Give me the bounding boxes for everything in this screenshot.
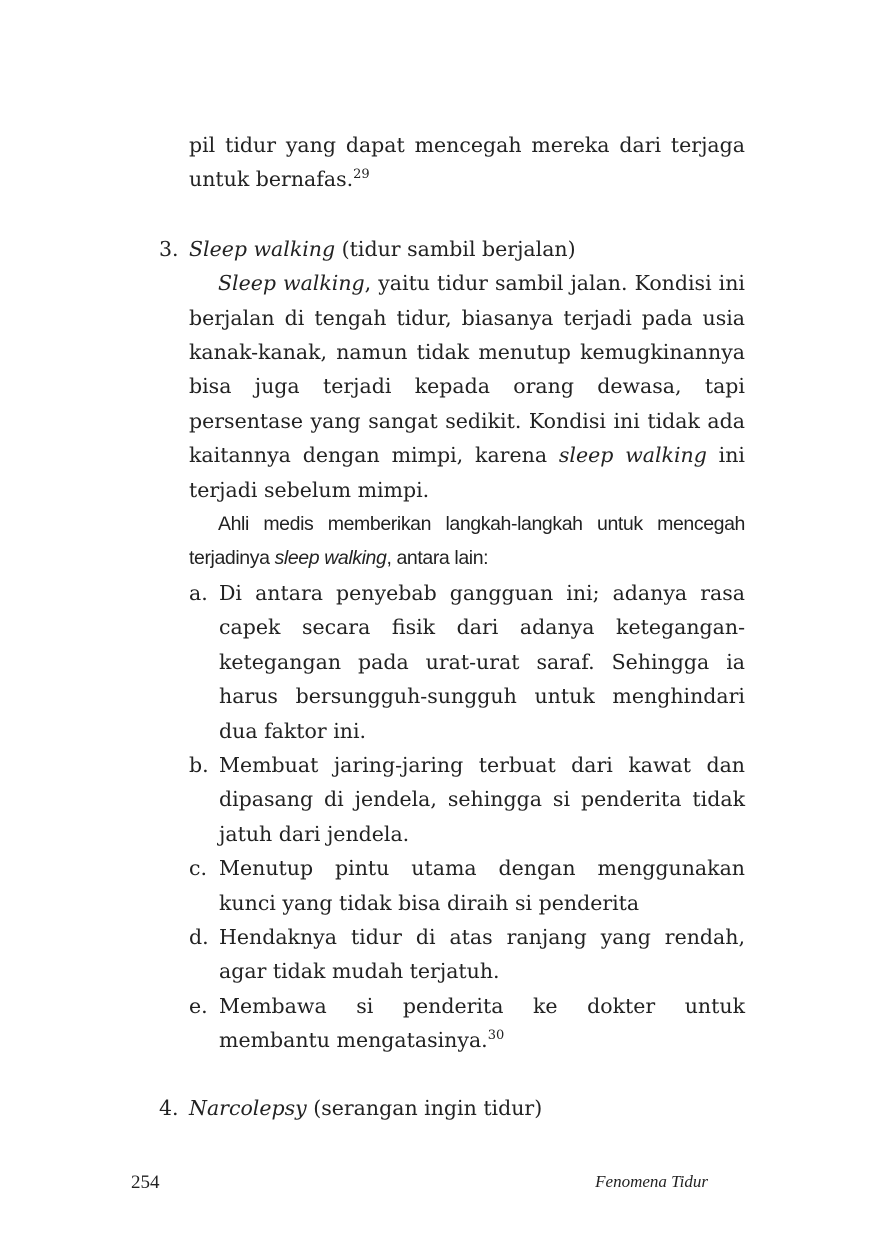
section-3-heading <box>159 232 745 266</box>
section-4-title-rest: (serangan ingin tidur) <box>306 1095 543 1120</box>
list-letter: e. <box>189 993 208 1018</box>
footnote-ref-30: 30 <box>487 1028 505 1044</box>
running-footer-title: Fenomena Tidur <box>595 1172 708 1191</box>
list-item-text: Di antara penyebab gangguan ini; adanya rasa capek secara fisik dari adanya ketegangan-ketegangan pada urat-urat saraf. Sehingga ia harus bersungguh-sungguh untuk menghindari dua faktor ini. <box>219 580 745 743</box>
section-3-number: 3. <box>159 236 179 261</box>
section-3-title-italic: Sleep walking <box>189 236 336 261</box>
para1-italic-start: Sleep walking <box>218 271 365 296</box>
continuation-text: pil tidur yang dapat mencegah mereka dari terjaga untuk bernafas. <box>189 133 745 192</box>
list-item-c <box>189 851 745 920</box>
prevention-list <box>189 576 745 1058</box>
list-item-d <box>189 920 745 989</box>
list-letter: b. <box>189 752 209 777</box>
section-3-title-rest: (tidur sambil berjalan) <box>335 236 576 261</box>
footnote-ref-29: 29 <box>353 167 370 183</box>
list-item-text: Menutup pintu utama dengan menggunakan kunci yang tidak bisa diraih si penderita <box>219 856 745 915</box>
list-letter: c. <box>189 856 207 881</box>
list-item-text: Hendaknya tidur di atas ranjang yang rendah, agar tidak mudah terjatuh. <box>219 924 745 984</box>
list-item-text: Membuat jaring-jaring terbuat dari kawat dan dipasang di jendela, sehingga si penderita tidak jatuh dari jendela. <box>219 752 745 846</box>
list-item-a <box>189 576 745 748</box>
continuation-paragraph <box>189 128 745 197</box>
para1-end: ini terjadi sebelum mimpi. <box>189 443 745 502</box>
page-body <box>159 128 745 1125</box>
section-4-number: 4. <box>159 1095 179 1120</box>
para2-start: Ahli medis memberikan langkah-langkah untuk mencegah terjadinya <box>189 513 745 570</box>
list-item-e <box>189 989 745 1058</box>
para1-italic-end: sleep walking <box>558 443 707 468</box>
list-letter: a. <box>189 580 208 605</box>
list-item-text: Membawa si penderita ke dokter untuk membantu mengatasinya. <box>219 993 745 1053</box>
para2-end: , antara lain: <box>386 547 489 570</box>
para1-mid: , yaitu tidur sambil jalan. Kondisi ini berjalan di tengah tidur, biasanya terjadi pada usia kanak-kanak, namun tidak menutup kemugkinannya bisa juga terjadi kepada orang dewasa, tapi persentase yang sangat sedikit. Kondisi ini tidak ada kaitannya dengan mimpi, karena <box>189 271 745 468</box>
list-item-b <box>189 748 745 851</box>
para2-italic: sleep walking <box>274 547 387 570</box>
section-4-title-italic: Narcolepsy <box>189 1095 307 1120</box>
page-number: 254 <box>131 1172 160 1193</box>
list-letter: d. <box>189 924 209 949</box>
section-3-paragraph-1 <box>189 266 745 507</box>
section-3-paragraph-2 <box>189 507 745 576</box>
section-4-heading <box>159 1091 745 1125</box>
